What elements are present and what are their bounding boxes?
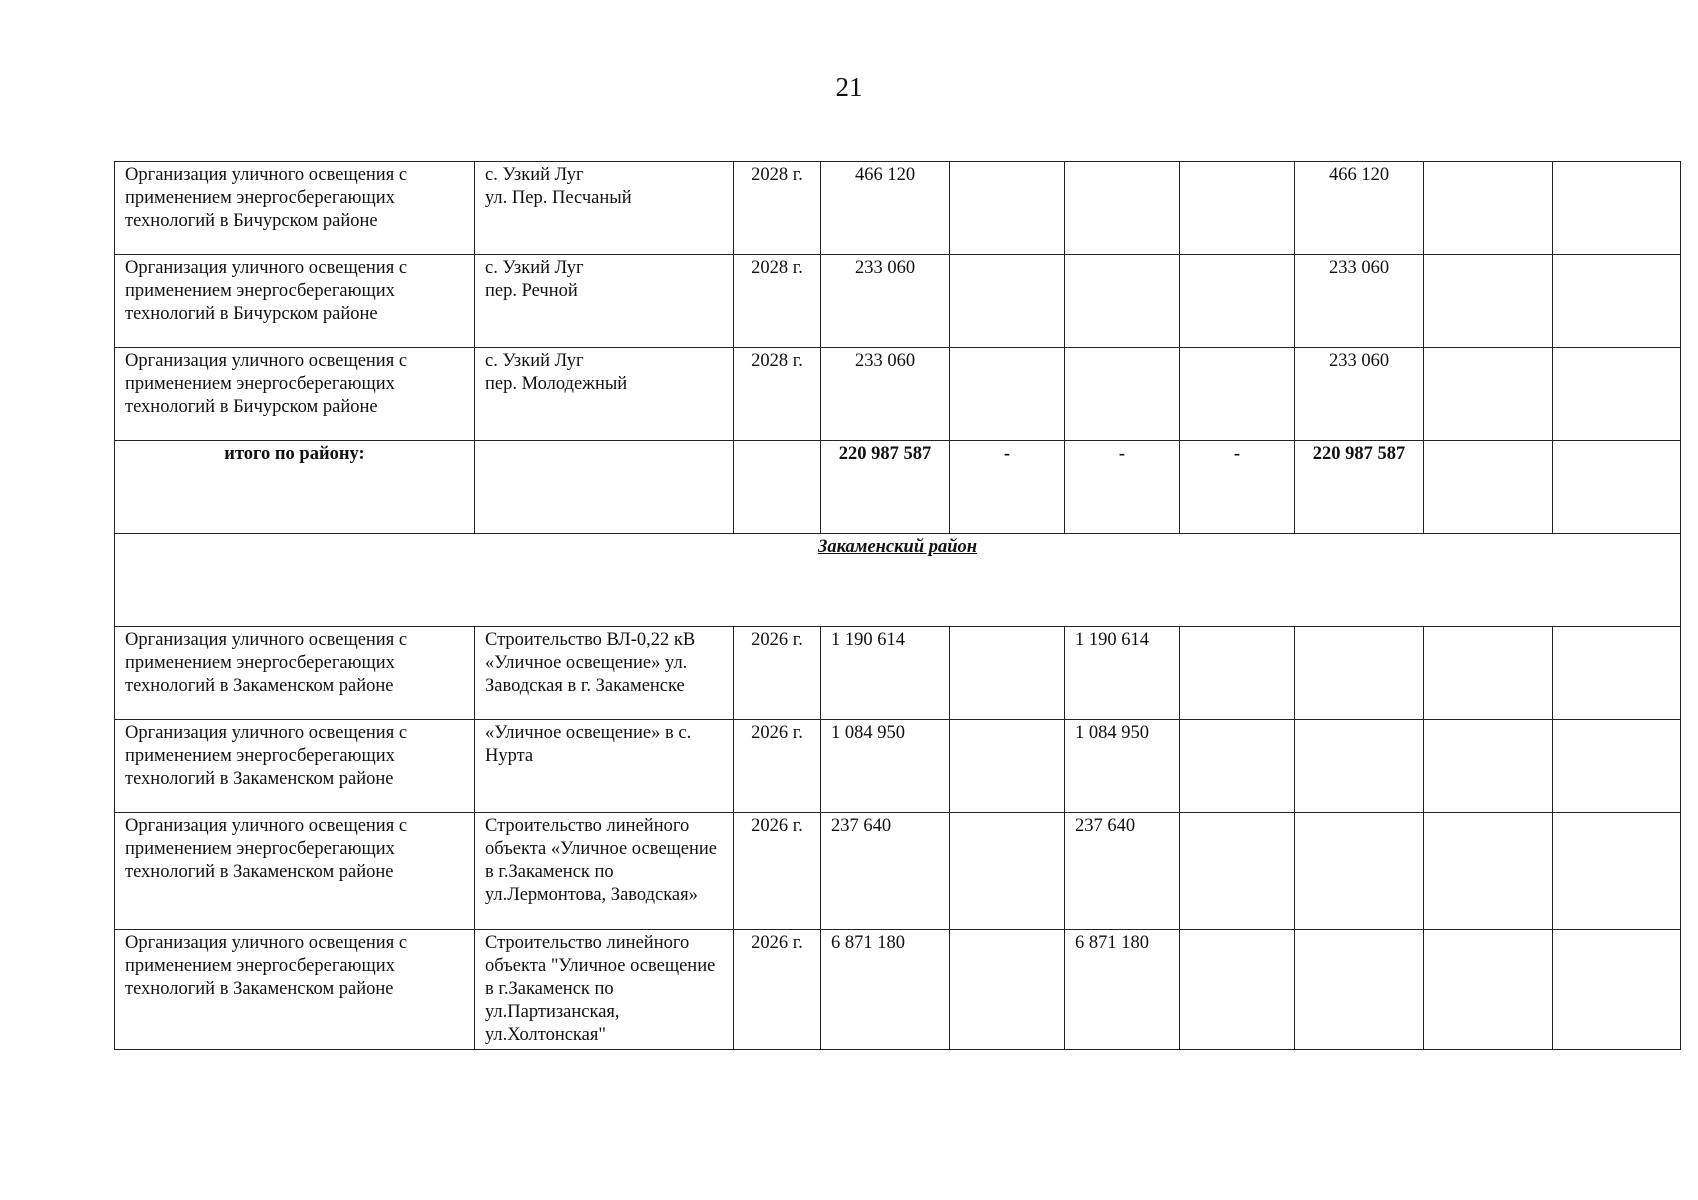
amount-cell: -	[950, 441, 1065, 534]
total-amount-cell: 6 871 180	[821, 930, 950, 1050]
measure-name-cell: Организация уличного освещения с применением энергосберегающих технологий в Закаменском районе	[115, 720, 475, 813]
measure-name-cell: Организация уличного освещения с применением энергосберегающих технологий в Закаменском районе	[115, 627, 475, 720]
location-cell: с. Узкий Луг пер. Молодежный	[475, 348, 734, 441]
amount-cell: 1 190 614	[1065, 627, 1180, 720]
amount-cell	[950, 348, 1065, 441]
year-cell: 2026 г.	[734, 930, 821, 1050]
total-row	[115, 441, 1681, 534]
amount-cell	[950, 162, 1065, 255]
amount-cell	[1180, 255, 1295, 348]
amount-cell	[1424, 348, 1553, 441]
amount-cell: 1 084 950	[1065, 720, 1180, 813]
total-label: итого по району:	[115, 441, 475, 534]
table-row	[115, 720, 1681, 813]
amount-cell	[1424, 930, 1553, 1050]
year-cell: 2026 г.	[734, 720, 821, 813]
section-row	[115, 534, 1681, 627]
amount-cell: 6 871 180	[1065, 930, 1180, 1050]
table-row	[115, 348, 1681, 441]
measure-name-cell: Организация уличного освещения с применением энергосберегающих технологий в Бичурском районе	[115, 162, 475, 255]
measure-name-cell: Организация уличного освещения с применением энергосберегающих технологий в Закаменском районе	[115, 813, 475, 930]
year-cell: 2028 г.	[734, 162, 821, 255]
location-cell: Строительство линейного объекта "Уличное освещение в г.Закаменск по ул.Партизанская, ул.Холтонская"	[475, 930, 734, 1050]
location-cell: «Уличное освещение» в с. Нурта	[475, 720, 734, 813]
amount-cell	[1180, 813, 1295, 930]
year-cell: 2026 г.	[734, 627, 821, 720]
amount-cell: 233 060	[1295, 255, 1424, 348]
amount-cell	[1553, 720, 1681, 813]
amount-cell	[950, 255, 1065, 348]
location-cell	[475, 441, 734, 534]
amount-cell	[1180, 720, 1295, 813]
amount-cell	[1553, 627, 1681, 720]
amount-cell	[1424, 162, 1553, 255]
amount-cell	[1424, 720, 1553, 813]
amount-cell	[950, 930, 1065, 1050]
amount-cell	[1180, 348, 1295, 441]
year-cell: 2028 г.	[734, 255, 821, 348]
amount-cell	[1065, 162, 1180, 255]
amount-cell: 237 640	[1065, 813, 1180, 930]
amount-cell	[1553, 813, 1681, 930]
year-cell: 2028 г.	[734, 348, 821, 441]
total-amount-cell: 233 060	[821, 255, 950, 348]
table-row	[115, 627, 1681, 720]
amount-cell	[1295, 627, 1424, 720]
total-amount-cell: 466 120	[821, 162, 950, 255]
amount-cell	[1180, 627, 1295, 720]
table-row	[115, 930, 1681, 1050]
program-table	[114, 161, 1681, 1050]
table-row	[115, 162, 1681, 255]
amount-cell	[1424, 441, 1553, 534]
measure-name-cell: Организация уличного освещения с применением энергосберегающих технологий в Бичурском районе	[115, 348, 475, 441]
total-amount-cell: 1 084 950	[821, 720, 950, 813]
total-amount-cell: 233 060	[821, 348, 950, 441]
amount-cell	[1295, 930, 1424, 1050]
amount-cell	[950, 813, 1065, 930]
page-number: 21	[835, 72, 863, 102]
amount-cell	[950, 720, 1065, 813]
amount-cell	[1065, 348, 1180, 441]
total-amount-cell: 237 640	[821, 813, 950, 930]
year-cell: 2026 г.	[734, 813, 821, 930]
total-amount-cell: 220 987 587	[821, 441, 950, 534]
amount-cell: -	[1180, 441, 1295, 534]
amount-cell	[950, 627, 1065, 720]
amount-cell: 233 060	[1295, 348, 1424, 441]
location-cell: Строительство линейного объекта «Уличное освещение в г.Закаменск по ул.Лермонтова, Заводская»	[475, 813, 734, 930]
table-row	[115, 255, 1681, 348]
amount-cell	[1180, 162, 1295, 255]
amount-cell	[1553, 162, 1681, 255]
amount-cell	[1295, 813, 1424, 930]
amount-cell: 220 987 587	[1295, 441, 1424, 534]
amount-cell	[1424, 627, 1553, 720]
amount-cell: -	[1065, 441, 1180, 534]
amount-cell	[1424, 813, 1553, 930]
section-title: Закаменский район	[115, 534, 1681, 627]
amount-cell	[1553, 441, 1681, 534]
location-cell: Строительство ВЛ-0,22 кВ «Уличное освещение» ул. Заводская в г. Закаменске	[475, 627, 734, 720]
amount-cell	[1553, 930, 1681, 1050]
measure-name-cell: Организация уличного освещения с применением энергосберегающих технологий в Бичурском районе	[115, 255, 475, 348]
total-amount-cell: 1 190 614	[821, 627, 950, 720]
amount-cell	[1180, 930, 1295, 1050]
year-cell	[734, 441, 821, 534]
amount-cell	[1553, 348, 1681, 441]
amount-cell	[1553, 255, 1681, 348]
amount-cell	[1295, 720, 1424, 813]
table-body	[115, 162, 1681, 1050]
table-row	[115, 813, 1681, 930]
amount-cell	[1065, 255, 1180, 348]
measure-name-cell: Организация уличного освещения с применением энергосберегающих технологий в Закаменском районе	[115, 930, 475, 1050]
location-cell: с. Узкий Луг пер. Речной	[475, 255, 734, 348]
amount-cell	[1424, 255, 1553, 348]
amount-cell: 466 120	[1295, 162, 1424, 255]
location-cell: с. Узкий Луг ул. Пер. Песчаный	[475, 162, 734, 255]
